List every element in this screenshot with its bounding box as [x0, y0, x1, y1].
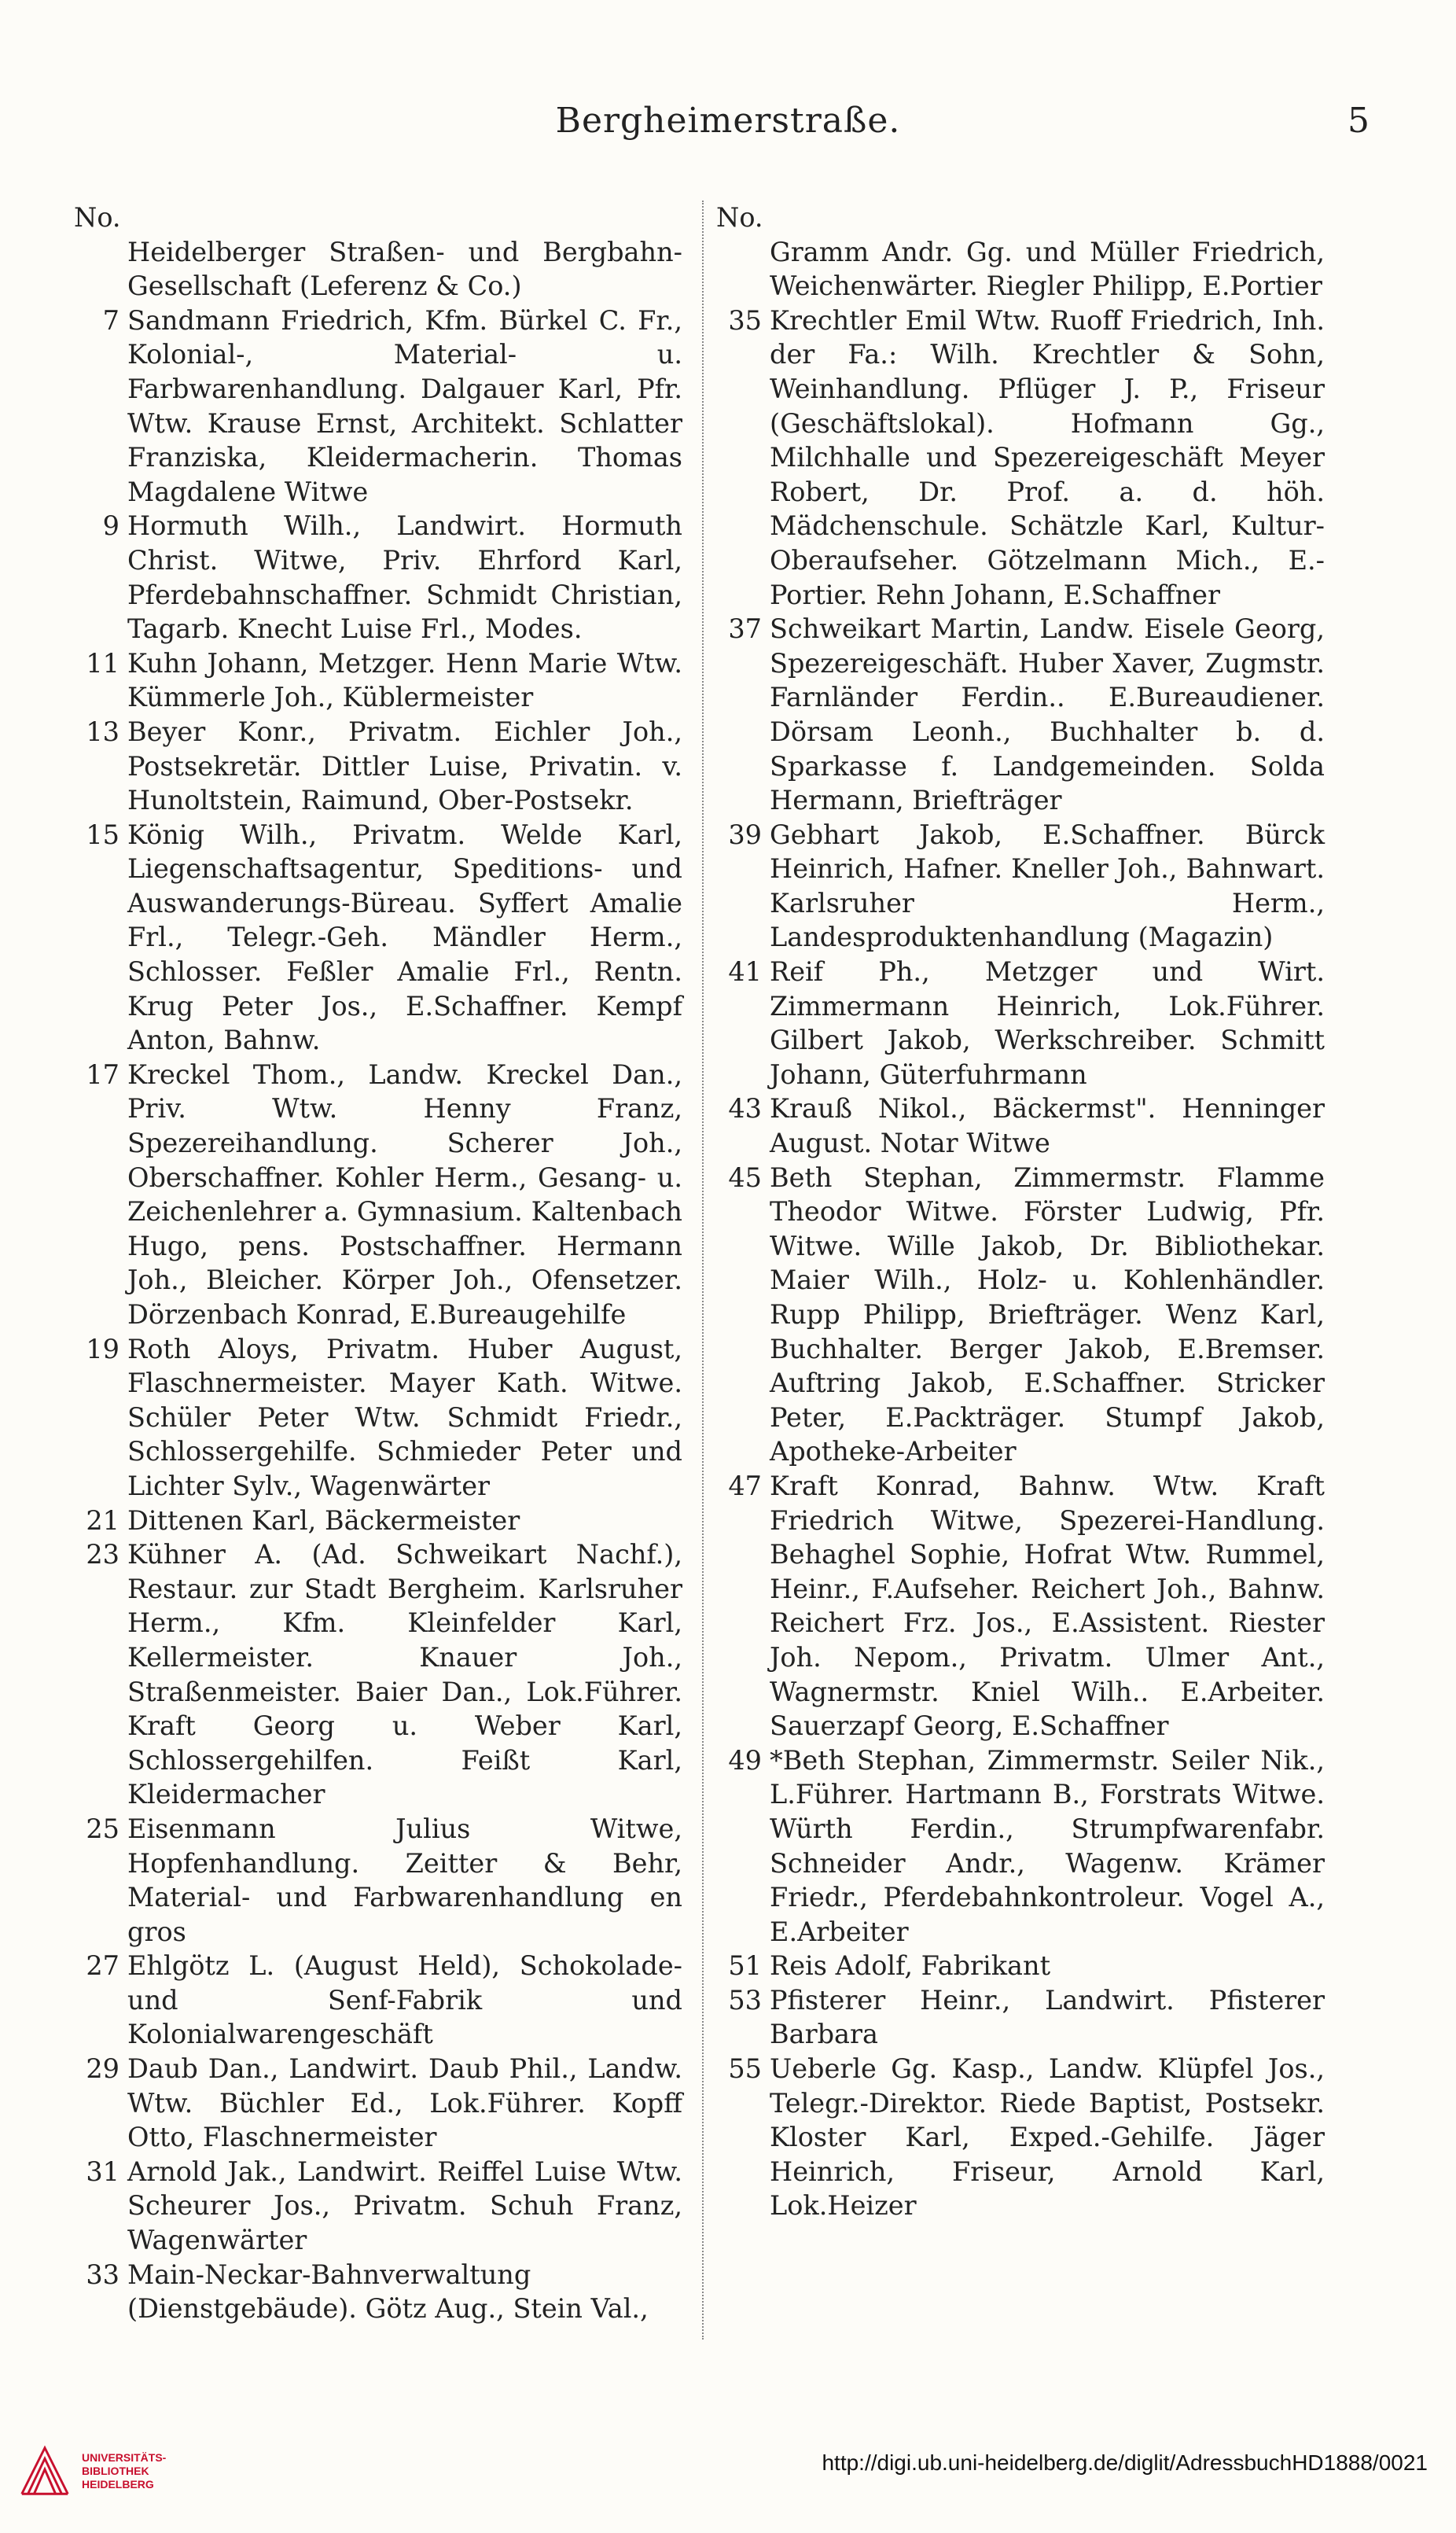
list-item [69, 715, 682, 818]
entry-text: Sandmann Friedrich, Kfm. Bürkel C. Fr., Kolonial-, Material- u. Farbwarenhandlung. Dalgauer Karl, Pfr. Wtw. Krause Ernst, Architekt. Schlatter Franziska, Kleidermacherin. Thomas Magdalene Witwe [127, 304, 682, 507]
house-number: 13 [86, 716, 119, 747]
entry-text: Eisenmann Julius Witwe, Hopfenhandlung. Zeitter & Behr, Material- und Farbwarenhandlung en gros [127, 1813, 682, 1947]
list-item [711, 1469, 1325, 1743]
right-column [711, 201, 1325, 2223]
list-item [69, 1058, 682, 1332]
house-number: 21 [86, 1504, 119, 1536]
entry-text: Kuhn Johann, Metzger. Henn Marie Wtw. Kümmerle Joh., Küblermeister [127, 647, 682, 713]
list-item [711, 1949, 1325, 1983]
entry-text: Reif Ph., Metzger und Wirt. Zimmermann Heinrich, Lok.Führer. Gilbert Jakob, Werkschreiber. Schmitt Johann, Güterfuhrmann [770, 956, 1325, 1090]
house-number: 31 [86, 2156, 119, 2187]
entry-text: Hormuth Wilh., Landwirt. Hormuth Christ. Witwe, Priv. Ehrford Karl, Pferdebahnschaffner. Schmidt Christian, Tagarb. Knecht Luise Frl., Modes. [127, 510, 682, 645]
house-number: 17 [86, 1058, 119, 1090]
list-item [69, 509, 682, 646]
house-number: 45 [728, 1162, 762, 1193]
entry-text: Reis Adolf, Fabrikant [770, 1950, 1051, 1982]
house-number: 37 [728, 613, 762, 645]
house-number [711, 235, 770, 304]
entry-text: *Beth Stephan, Zimmermstr. Seiler Nik., L.Führer. Hartmann B., Forstrats Witwe. Würth Ferdin., Strumpfwarenfabr. Schneider Andr., Wagenw. Krämer Friedr., Pferdebahnkontroleur. Vogel A., E.Arbeiter [770, 1744, 1325, 1947]
house-number: 43 [728, 1093, 762, 1125]
entry-text: Krauß Nikol., Bäckermst". Henninger August. Notar Witwe [770, 1093, 1325, 1159]
list-item [711, 1743, 1325, 1949]
house-number: 11 [86, 647, 119, 679]
house-number: 15 [86, 819, 119, 850]
entry-text: Schweikart Martin, Landw. Eisele Georg, Spezereigeschäft. Huber Xaver, Zugmstr. Farnländer Ferdin.. E.Bureaudiener. Dörsam Leonh., Buchhalter b. d. Sparkasse f. Landgemeinden. Solda Hermann, Briefträger [770, 613, 1325, 816]
house-number: 41 [728, 956, 762, 988]
list-item [69, 235, 682, 304]
list-item [711, 304, 1325, 612]
column-divider [702, 201, 705, 2340]
entry-text: Ehlgötz L. (August Held), Schokolade- und Senf-Fabrik und Kolonialwarengeschäft [127, 1950, 682, 2050]
left-entries [69, 235, 682, 2326]
house-number: 25 [86, 1813, 119, 1844]
house-number: 7 [102, 304, 119, 336]
list-item [711, 235, 1325, 304]
list-item [69, 1332, 682, 1504]
list-item [69, 1537, 682, 1812]
entry-text: Kreckel Thom., Landw. Kreckel Dan., Priv. Wtw. Henny Franz, Spezereihandlung. Scherer Joh., Oberschaffner. Kohler Herm., Gesang- u. Zeichenlehrer a. Gymnasium. Kaltenbach Hugo, pens. Postschaffner. Hermann Joh., Bleicher. Körper Joh., Ofensetzer. Dörzenbach Konrad, E.Bureaugehilfe [127, 1058, 682, 1330]
library-logo-text [82, 2451, 166, 2491]
list-item [711, 818, 1325, 955]
entry-text: Gramm Andr. Gg. und Müller Friedrich, Weichenwärter. Riegler Philipp, E.Portier [770, 236, 1325, 302]
logo-line: UNIVERSITÄTS- [82, 2450, 167, 2464]
list-item [711, 1161, 1325, 1469]
logo-line: BIBLIOTHEK [82, 2464, 149, 2477]
entry-text: Beyer Konr., Privatm. Eichler Joh., Postsekretär. Dittler Luise, Privatin. v. Hunoltstein, Raimund, Ober-Postsekr. [127, 716, 682, 816]
list-item [69, 646, 682, 715]
entry-text: Roth Aloys, Privatm. Huber August, Flaschnermeister. Mayer Kath. Witwe. Schüler Peter Wtw. Schmidt Friedr., Schlossergehilfe. Schmieder Peter und Lichter Sylv., Wagenwärter [127, 1333, 682, 1501]
house-number: 51 [728, 1950, 762, 1982]
entry-text: König Wilh., Privatm. Welde Karl, Liegenschaftsagentur, Speditions- und Auswanderungs-Büreau. Syffert Amalie Frl., Telegr.-Geh. Mändler Herm., Schlosser. Feßler Amalie Frl., Rentn. Krug Peter Jos., E.Schaffner. Kempf Anton, Bahnw. [127, 819, 682, 1056]
entry-text: Pfisterer Heinr., Landwirt. Pfisterer Barbara [770, 1984, 1325, 2050]
list-item [69, 1812, 682, 1949]
list-item [711, 1092, 1325, 1160]
house-number: 49 [728, 1744, 762, 1776]
house-number: 53 [728, 1984, 762, 2016]
house-number: 23 [86, 1539, 119, 1570]
entry-text: Gebhart Jakob, E.Schaffner. Bürck Heinrich, Hafner. Kneller Joh., Bahnwart. Karlsruher Herm., Landesproduktenhandlung (Magazin) [770, 819, 1325, 953]
entry-text: Krechtler Emil Wtw. Ruoff Friedrich, Inh. der Fa.: Wilh. Krechtler & Sohn, Weinhandlung. Pflüger J. P., Friseur (Geschäftslokal). Hofmann Gg., Milchhalle und Spezereigeschäft Meyer Robert, Dr. Prof. a. d. höh. Mädchenschule. Schätzle Karl, Kultur-Oberaufseher. Götzelmann Mich., E.-Portier. Rehn Johann, E.Schaffner [770, 304, 1325, 610]
right-entries [711, 235, 1325, 2223]
left-column [69, 201, 682, 2326]
house-number: 35 [728, 304, 762, 336]
house-number: 47 [728, 1470, 762, 1501]
list-item [711, 955, 1325, 1092]
page-number: 5 [1348, 101, 1370, 141]
entry-text: Heidelberger Straßen- und Bergbahn-Gesellschaft (Leferenz & Co.) [127, 236, 682, 302]
list-item [711, 612, 1325, 818]
list-item [69, 304, 682, 510]
house-number: 55 [728, 2053, 762, 2085]
list-item [69, 1949, 682, 2052]
entry-text: Arnold Jak., Landwirt. Reiffel Luise Wtw. Scheurer Jos., Privatm. Schuh Franz, Wagenwärter [127, 2156, 682, 2256]
house-number: 9 [102, 510, 119, 542]
house-number: 33 [86, 2259, 119, 2290]
source-url-link[interactable]: http://digi.ub.uni-heidelberg.de/diglit/AdressbuchHD1888/0021 [822, 2450, 1428, 2475]
running-title: Bergheimerstraße. [555, 101, 901, 141]
house-number: 27 [86, 1950, 119, 1982]
entry-text: Kraft Konrad, Bahnw. Wtw. Kraft Friedrich Witwe, Spezerei-Handlung. Behaghel Sophie, Hofrat Wtw. Rummel, Heinr., F.Aufseher. Reichert Joh., Bahnw. Reichert Frz. Jos., E.Assistent. Riester Joh. Nepom., Privatm. Ulmer Ant., Wagnermstr. Kniel Wilh.. E.Arbeiter. Sauerzapf Georg, E.Schaffner [770, 1470, 1325, 1742]
list-item [711, 1983, 1325, 2052]
house-number: 39 [728, 819, 762, 850]
house-number: 19 [86, 1333, 119, 1364]
library-logo [14, 2433, 195, 2509]
entry-text: Ueberle Gg. Kasp., Landw. Klüpfel Jos., Telegr.-Direktor. Riede Baptist, Postsekr. Kloster Karl, Exped.-Gehilfe. Jäger Heinrich, Friseur, Arnold Karl, Lok.Heizer [770, 2053, 1325, 2222]
list-item [69, 818, 682, 1058]
entry-text: Daub Dan., Landwirt. Daub Phil., Landw. Wtw. Büchler Ed., Lok.Führer. Kopff Otto, Flaschnermeister [127, 2053, 682, 2153]
list-item [69, 1504, 682, 1538]
entry-text: Main-Neckar-Bahnverwaltung (Dienstgebäude). Götz Aug., Stein Val., [127, 2259, 649, 2325]
no-label: No. [74, 202, 121, 233]
house-number: 29 [86, 2053, 119, 2085]
page-header [0, 101, 1456, 156]
entry-text: Beth Stephan, Zimmermstr. Flamme Theodor Witwe. Förster Ludwig, Pfr. Witwe. Wille Jakob, Dr. Bibliothekar. Maier Wilh., Holz- u. Kohlenhändler. Rupp Philipp, Briefträger. Wenz Karl, Buchhalter. Berger Jakob, E.Bremser. Auftring Jakob, E.Schaffner. Stricker Peter, E.Packträger. Stumpf Jakob, Apotheke-Arbeiter [770, 1162, 1325, 1467]
list-item [69, 2258, 682, 2326]
list-item [711, 2052, 1325, 2223]
logo-line: HEIDELBERG [82, 2477, 154, 2491]
entry-text: Kühner A. (Ad. Schweikart Nachf.), Restaur. zur Stadt Bergheim. Karlsruher Herm., Kfm. Kleinfelder Karl, Kellermeister. Knauer Joh., Straßenmeister. Baier Dan., Lok.Führer. Kraft Georg u. Weber Karl, Schlossergehilfen. Feißt Karl, Kleidermacher [127, 1539, 682, 1810]
list-item [69, 2052, 682, 2155]
list-item [69, 2155, 682, 2258]
library-logo-icon [14, 2440, 75, 2502]
house-number [69, 235, 127, 304]
footer [0, 2422, 1456, 2516]
entry-text: Dittenen Karl, Bäckermeister [127, 1504, 520, 1536]
no-label: No. [716, 202, 763, 233]
